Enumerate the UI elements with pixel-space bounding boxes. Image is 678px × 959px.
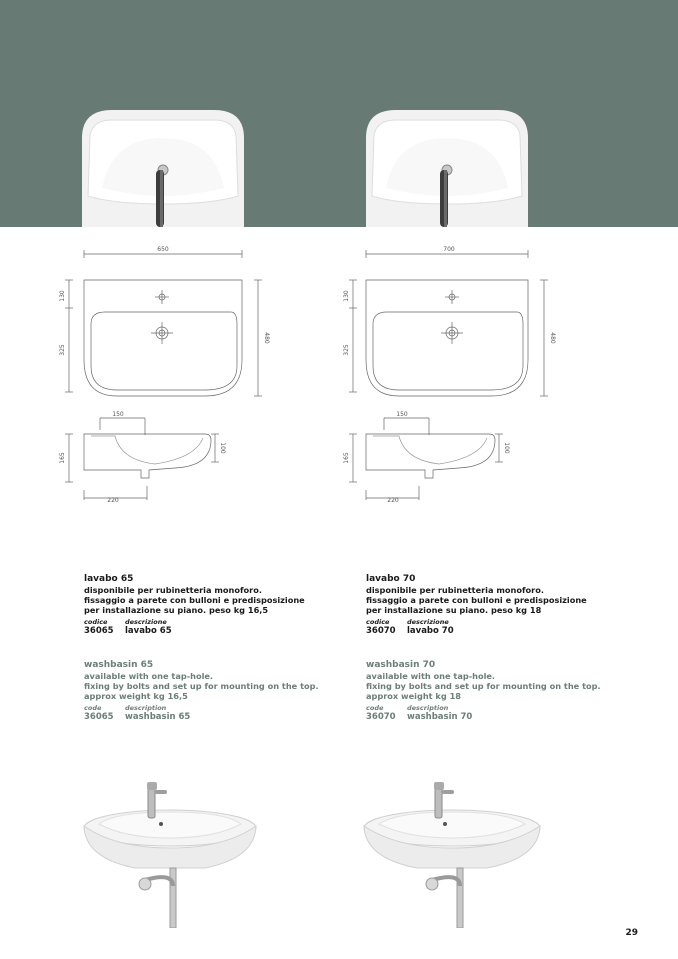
svg-text:480: 480 (263, 332, 270, 344)
spec-english-65 (84, 660, 354, 722)
svg-text:220: 220 (107, 497, 119, 504)
code-label: codice (84, 618, 108, 626)
description-line: approx weight kg 16,5 (84, 691, 188, 701)
code-labels-row (84, 704, 354, 712)
description-line: fixing by bolts and set up for mounting on the top. (84, 681, 319, 691)
svg-text:650: 650 (157, 246, 169, 253)
washbasin-70-product-photo (357, 768, 547, 928)
code-label: code (84, 704, 102, 712)
product-code: 36070 (366, 712, 396, 722)
svg-text:165: 165 (59, 452, 66, 464)
description-line: disponibile per rubinetteria monoforo. (366, 585, 544, 595)
code-label: codice (366, 618, 390, 626)
product-code: 36070 (366, 626, 396, 636)
code-label: code (366, 704, 384, 712)
code-values-row (84, 626, 354, 636)
svg-text:130: 130 (343, 290, 350, 302)
code-values-row (366, 712, 636, 722)
description-line: available with one tap-hole. (366, 671, 496, 681)
washbasin-65-technical-drawing (55, 240, 285, 510)
code-labels-row (366, 704, 636, 712)
spec-english-70 (366, 660, 636, 722)
product-code: 36065 (84, 626, 114, 636)
svg-text:100: 100 (503, 442, 510, 454)
spec-italian-65 (84, 574, 354, 636)
svg-text:130: 130 (59, 290, 66, 302)
svg-text:100: 100 (219, 442, 226, 454)
description-label: descrizione (125, 618, 167, 626)
product-description: lavabo 70 (407, 626, 454, 636)
description-line: fissaggio a parete con bulloni e predisposizione (84, 595, 305, 605)
product-title: lavabo 70 (366, 574, 416, 584)
svg-text:480: 480 (549, 332, 556, 344)
svg-text:325: 325 (343, 344, 350, 356)
product-title: washbasin 70 (366, 660, 436, 670)
svg-text:150: 150 (112, 411, 124, 418)
washbasin-70-technical-drawing (339, 240, 569, 510)
washbasin-65-product-photo (75, 768, 265, 928)
svg-text:220: 220 (387, 497, 399, 504)
washbasin-70-top-photo (366, 108, 528, 227)
description-line: available with one tap-hole. (84, 671, 214, 681)
description-label: description (407, 704, 449, 712)
description-line: fissaggio a parete con bulloni e predisposizione (366, 595, 587, 605)
product-title: lavabo 65 (84, 574, 134, 584)
product-description: washbasin 65 (125, 712, 191, 722)
description-line: approx weight kg 18 (366, 691, 461, 701)
svg-text:165: 165 (343, 452, 350, 464)
description-line: per installazione su piano. peso kg 16,5 (84, 605, 269, 615)
page-number: 29 (625, 928, 638, 938)
code-labels-row (84, 618, 354, 626)
product-description: washbasin 70 (407, 712, 473, 722)
description-label: descrizione (407, 618, 449, 626)
product-description: lavabo 65 (125, 626, 172, 636)
svg-text:150: 150 (396, 411, 408, 418)
spec-italian-70 (366, 574, 636, 636)
washbasin-65-top-photo (82, 108, 244, 227)
product-title: washbasin 65 (84, 660, 154, 670)
description-label: description (125, 704, 167, 712)
description-line: fixing by bolts and set up for mounting on the top. (366, 681, 601, 691)
product-code: 36065 (84, 712, 114, 722)
description-line: disponibile per rubinetteria monoforo. (84, 585, 262, 595)
code-labels-row (366, 618, 636, 626)
code-values-row (366, 626, 636, 636)
code-values-row (84, 712, 354, 722)
description-line: per installazione su piano. peso kg 18 (366, 605, 542, 615)
svg-text:325: 325 (59, 344, 66, 356)
svg-text:700: 700 (443, 246, 455, 253)
